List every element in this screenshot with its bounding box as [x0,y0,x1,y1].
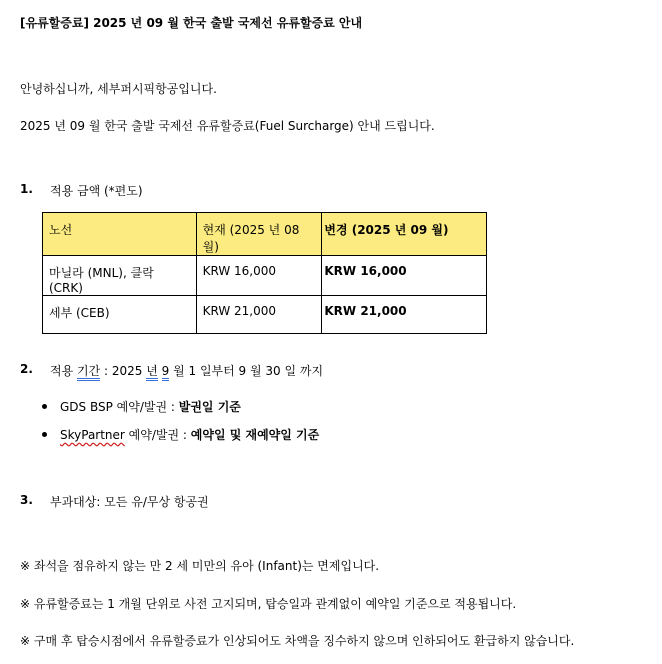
greeting-text: 안녕하십니까, 세부퍼시픽항공입니다. [20,82,217,96]
period-colon: : 2025 [100,364,147,378]
bullet-label: 예약/발권 : [124,428,191,442]
document-title: [유류할증료] 2025 년 09 월 한국 출발 국제선 유류할증료 안내 [20,16,363,30]
month-number: 9 [162,364,170,381]
bullet-dot [42,432,47,437]
bullet-value: 예약일 및 재예약일 기준 [190,428,320,442]
table-header-row [43,213,487,256]
note-infant: ※ 좌석을 점유하지 않는 만 2 세 미만의 유아 (Infant)는 면제입니다. [20,559,380,573]
table-cell: 마닐라 (MNL), 클락 (CRK) [43,256,197,296]
table-header-cell: 현재 (2025 년 08 월) [196,213,322,256]
section1-number: 1. [20,182,33,196]
table-cell: KRW 21,000 [322,296,487,334]
bullet-label: GDS BSP 예약/발권 : [60,400,179,414]
period-word: 기간 [77,364,100,381]
bullet-brand: SkyPartner [60,428,125,442]
period-rest: 월 1 일부터 9 월 30 일 까지 [169,364,324,378]
table-cell: KRW 21,000 [196,296,322,334]
note-refund: ※ 구매 후 탑승시점에서 유류할증료가 인상되어도 차액을 징수하지 않으며 인하되어도 환급하지 않습니다. [20,634,575,648]
section2-number: 2. [20,362,33,376]
table-cell: KRW 16,000 [322,256,487,296]
bullet-item-gds [60,398,241,415]
section3-number: 3. [20,493,33,507]
intro-text: 2025 년 09 월 한국 출발 국제선 유류할증료(Fuel Surcharge) 안내 드립니다. [20,119,435,133]
bullet-item-skypartner [60,426,319,443]
year-word: 년 [146,364,158,381]
bullet-dot [42,404,47,409]
section3-label: 부과대상: 모든 유/무상 항공권 [50,495,209,509]
table-row [43,256,487,296]
table-cell: KRW 16,000 [196,256,322,296]
table-header-cell: 변경 (2025 년 09 월) [322,213,487,256]
table-header-cell: 노선 [43,213,197,256]
period-prefix: 적용 [50,364,77,378]
note-monthly: ※ 유류할증료는 1 개월 단위로 사전 고지되며, 탑승일과 관계없이 예약일 기준으로 적용됩니다. [20,597,517,611]
table-row [43,296,487,334]
section2-period-line [50,362,323,379]
table-cell: 세부 (CEB) [43,296,197,334]
bullet-value: 발권일 기준 [178,400,241,414]
fuel-surcharge-table [42,212,487,334]
section1-label: 적용 금액 (*편도) [50,184,143,198]
